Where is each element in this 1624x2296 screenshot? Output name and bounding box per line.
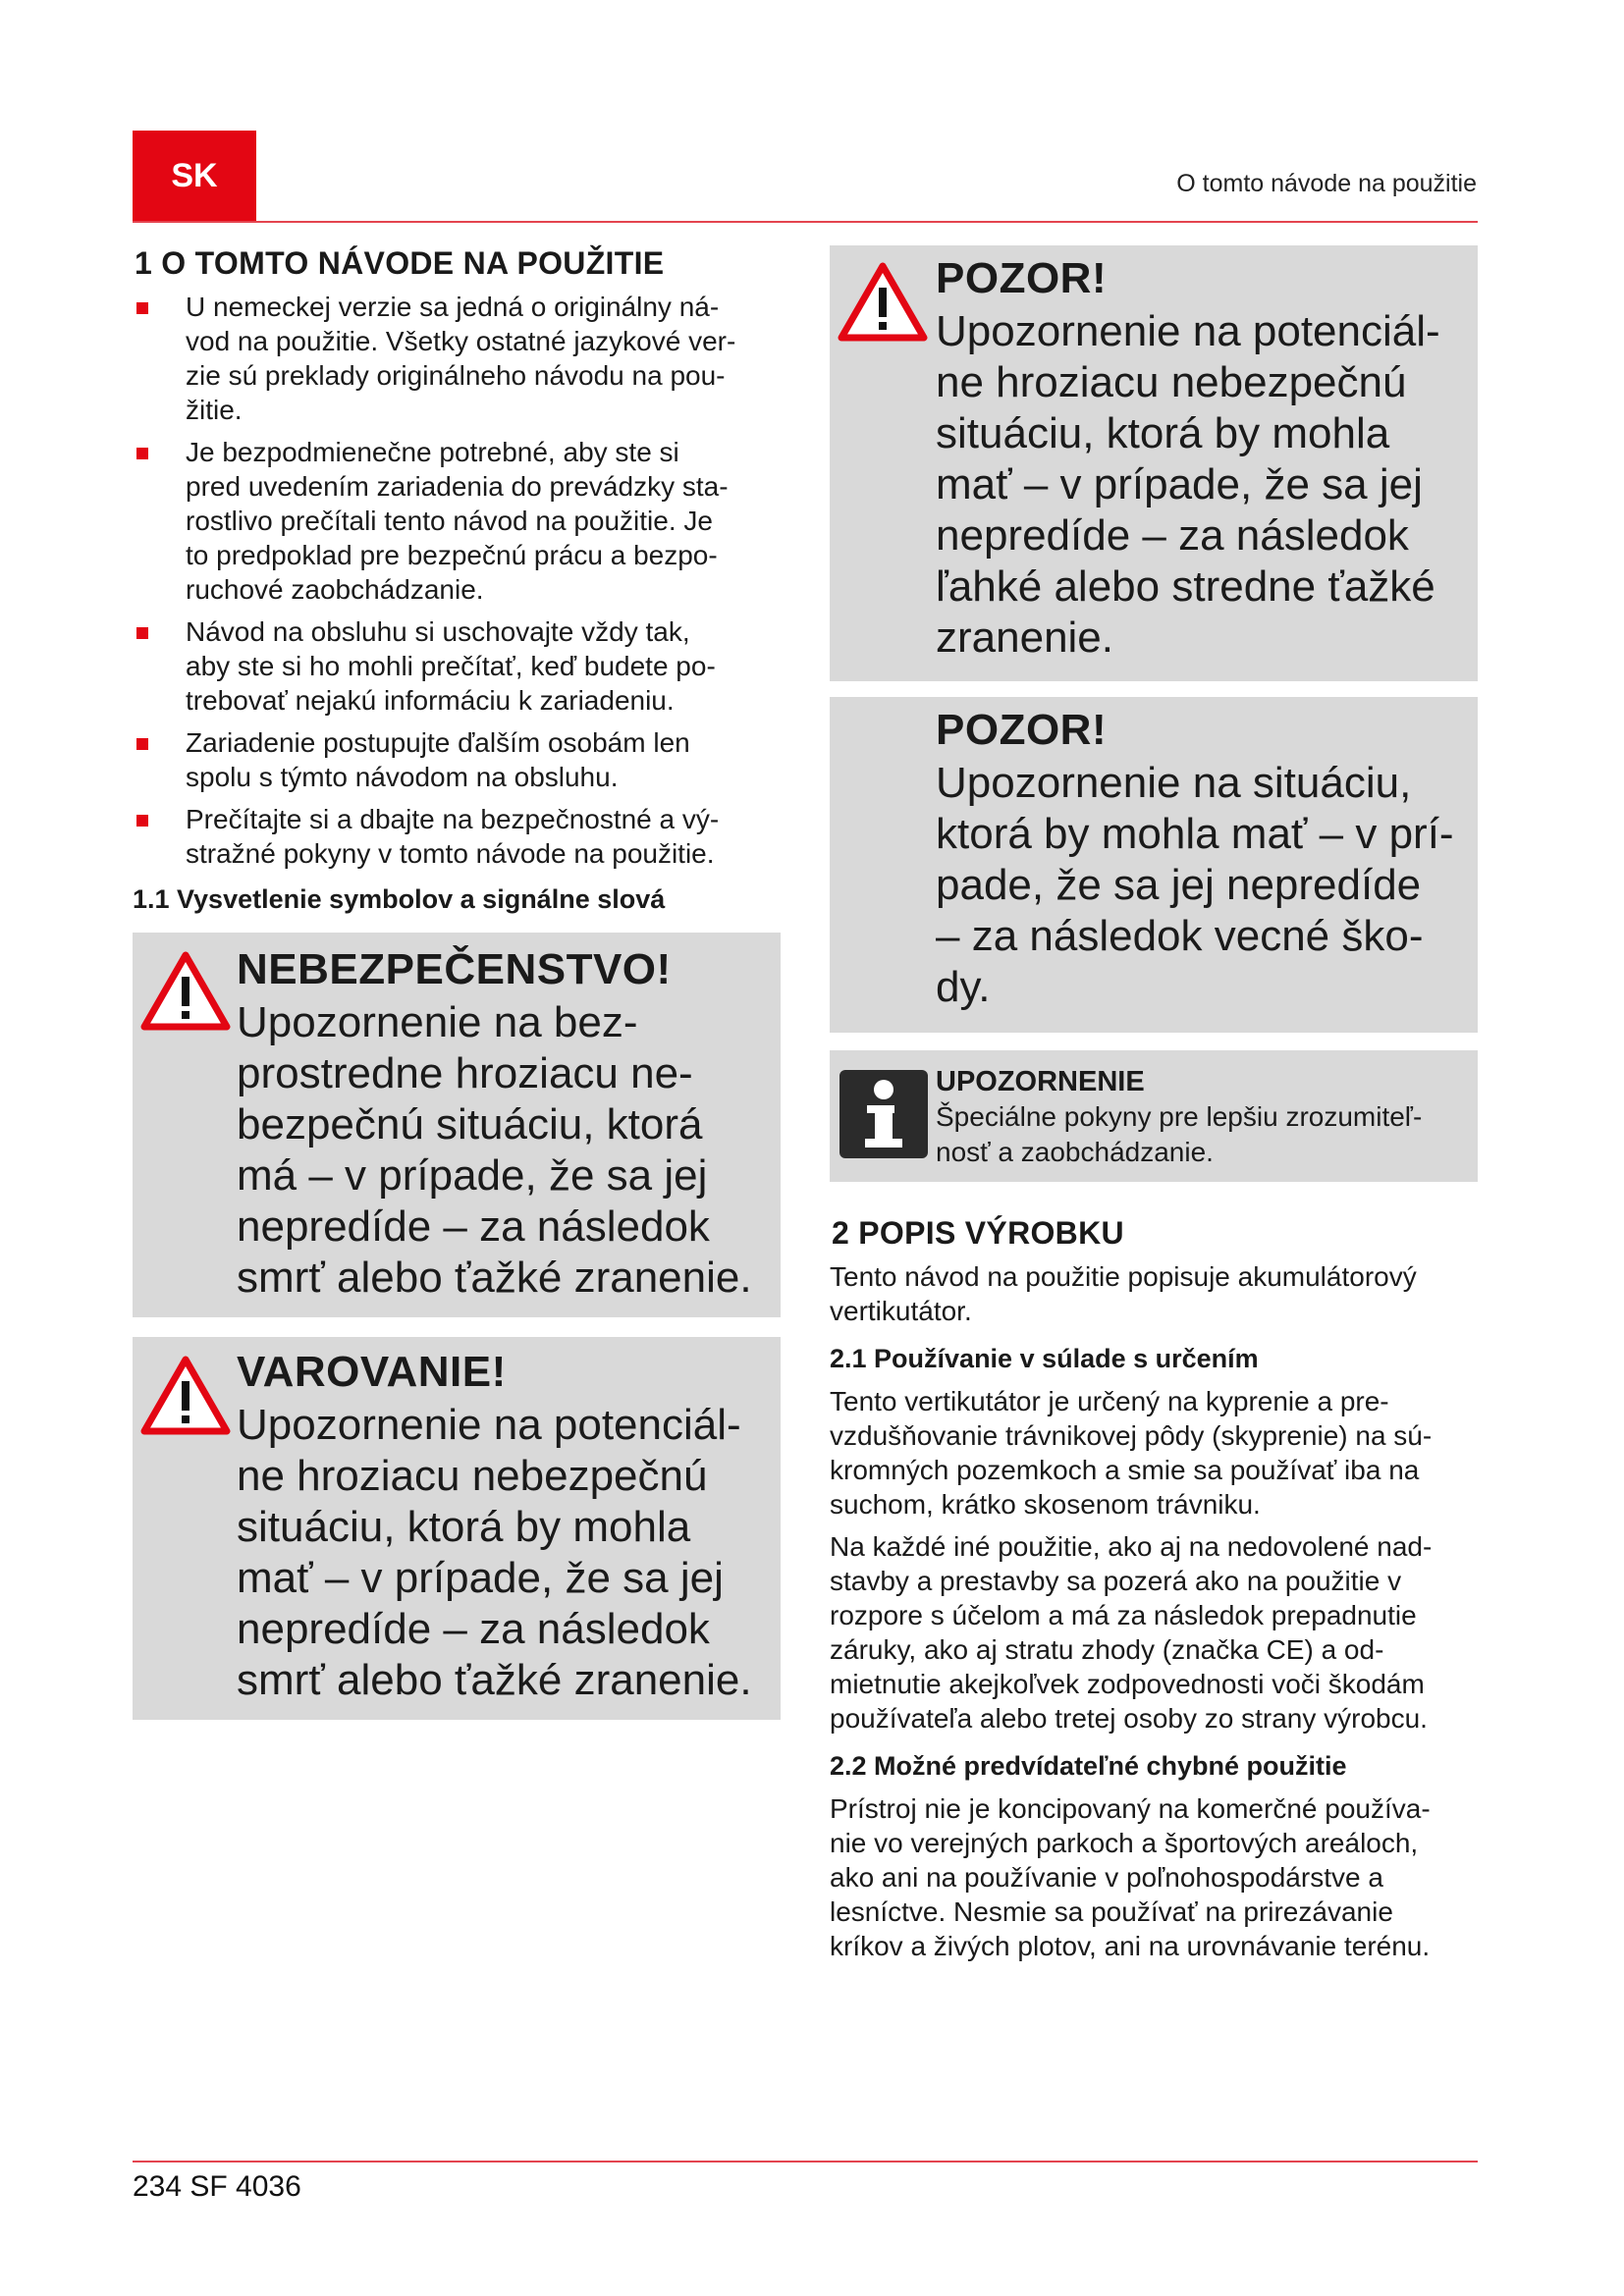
warning-triangle-icon bbox=[140, 1355, 231, 1435]
section-2-1-paragraph-1: Tento vertikutátor je určený na kyprenie a pre- vzdušňovanie trávnikovej pôdy (skyprenie) na sú- kromných pozemkoch a smie sa používať iba na suchom, krátko skosenom trávniku. bbox=[830, 1386, 1433, 1520]
section-1-1-heading: 1.1 Vysvetlenie symbolov a signálne slová bbox=[133, 884, 666, 914]
danger-title: NEBEZPEČENSTVO! bbox=[237, 945, 672, 993]
header-divider bbox=[133, 221, 1478, 223]
warning-signal-box bbox=[133, 1337, 781, 1720]
list-item: Je bezpodmienečne potrebné, aby ste si pred uvedením zariadenia do prevádzky sta- rostlivo prečítali tento návod na použitie. Je to predpoklad pre bezpečnú prácu a bezpo- ruchové zaobchádzanie. bbox=[133, 435, 781, 607]
warning-triangle-icon bbox=[838, 261, 928, 342]
section-2-1-heading: 2.1 Používanie v súlade s určením bbox=[830, 1344, 1259, 1373]
list-item: Zariadenie postupujte ďalším osobám len spolu s týmto návodom na obsluhu. bbox=[133, 725, 781, 794]
right-column bbox=[830, 245, 1478, 1963]
language-tab: SK bbox=[133, 131, 256, 221]
warning-triangle-icon bbox=[140, 950, 231, 1031]
caution-damage-signal-box bbox=[830, 697, 1478, 1033]
caution-damage-title: POZOR! bbox=[936, 706, 1108, 754]
notice-description: Špeciálne pokyny pre lepšiu zrozumiteľ- nosť a zaobchádzanie. bbox=[936, 1101, 1423, 1167]
warning-title: VAROVANIE! bbox=[237, 1348, 507, 1396]
list-item: Prečítajte si a dbajte na bezpečnostné a vý- stražné pokyny v tomto návode na použitie. bbox=[133, 802, 781, 871]
section-2-heading: 2 POPIS VÝROBKU bbox=[832, 1215, 1124, 1251]
section-2-intro: Tento návod na použitie popisuje akumulátorový vertikutátor. bbox=[830, 1261, 1417, 1326]
warning-description: Upozornenie na potenciál- ne hroziacu nebezpečnú situáciu, ktorá by mohla mať – v prípade, že sa jej nepredíde – za následok smrť alebo ťažké zranenie. bbox=[237, 1401, 752, 1704]
danger-description: Upozornenie na bez- prostredne hroziacu ne- bezpečnú situáciu, ktorá má – v prípade, že sa jej nepredíde – za následok smrť alebo ťažké zranenie. bbox=[237, 998, 752, 1302]
caution-damage-description: Upozornenie na situáciu, ktorá by mohla mať – v prí- pade, že sa jej nepredíde – za následok vecné ško- dy. bbox=[936, 759, 1454, 1011]
footer-divider bbox=[133, 2161, 1478, 2163]
list-item: Návod na obsluhu si uschovajte vždy tak, aby ste si ho mohli prečítať, keď budete po- trebovať nejakú informáciu k zariadeniu. bbox=[133, 614, 781, 718]
caution-injury-title: POZOR! bbox=[936, 254, 1108, 302]
danger-signal-box bbox=[133, 933, 781, 1317]
section-1-heading: 1 O TOMTO NÁVODE NA POUŽITIE bbox=[135, 245, 665, 281]
header-section-title: O tomto návode na použitie bbox=[1176, 170, 1477, 197]
list-item: U nemeckej verzie sa jedná o originálny ná- vod na použitie. Všetky ostatné jazykové ver- zie sú preklady originálneho návodu na pou- žitie. bbox=[133, 290, 781, 427]
caution-injury-description: Upozornenie na potenciál- ne hroziacu nebezpečnú situáciu, ktorá by mohla mať – v prípade, že sa jej nepredíde – za následok ľahké alebo stredne ťažké zranenie. bbox=[936, 307, 1440, 662]
section-2-2-heading: 2.2 Možné predvídateľné chybné použitie bbox=[830, 1751, 1347, 1781]
intro-bullet-list bbox=[133, 290, 781, 871]
caution-injury-signal-box bbox=[830, 245, 1478, 681]
left-column bbox=[133, 245, 781, 1720]
section-2-1-paragraph-2: Na každé iné použitie, ako aj na nedovolené nad- stavby a prestavby sa pozerá ako na použitie v rozpore s účelom a má za následok prepadnutie záruky, ako aj stratu zhody (značka CE) a od- mietnutie akejkoľvek zodpovednosti voči škodám používateľa alebo tretej osoby zo strany výrobcu. bbox=[830, 1531, 1433, 1734]
notice-signal-box bbox=[830, 1050, 1478, 1182]
section-2-2-paragraph: Prístroj nie je koncipovaný na komerčné používa- nie vo verejných parkoch a športových areáloch, ako ani na používanie v poľnohospodárstve a lesníctve. Nesmie sa používať na prirezávanie kríkov a živých plotov, ani na urovnávanie terénu. bbox=[830, 1793, 1431, 1961]
info-icon bbox=[839, 1070, 928, 1158]
notice-title: UPOZORNENIE bbox=[936, 1066, 1145, 1097]
page-footer: 234 SF 4036 bbox=[133, 2170, 301, 2203]
